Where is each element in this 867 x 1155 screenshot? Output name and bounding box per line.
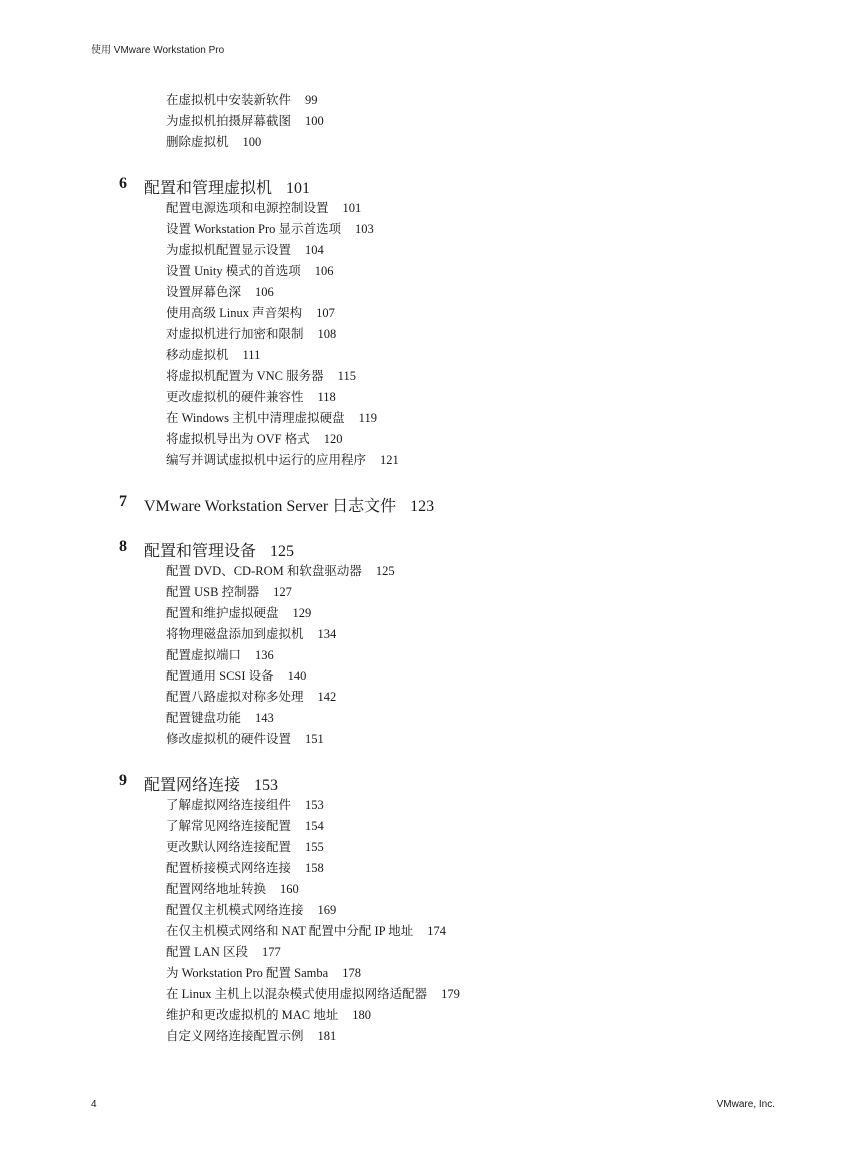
- toc-entry-title: 了解虚拟网络连接组件: [166, 798, 292, 812]
- toc-entry-page: 158: [305, 861, 324, 875]
- toc-entry[interactable]: [166, 584, 292, 600]
- toc-entry[interactable]: [166, 860, 324, 876]
- toc-entry-title: 配置 LAN 区段: [166, 945, 248, 959]
- toc-entry[interactable]: [166, 347, 260, 363]
- toc-entry-title: 配置键盘功能: [166, 711, 242, 725]
- chapter-number: 8: [119, 538, 127, 555]
- toc-entry[interactable]: [166, 221, 374, 237]
- toc-entry-title: 自定义网络连接配置示例: [166, 1029, 304, 1043]
- chapter-title-text: VMware Workstation Server 日志文件: [144, 498, 397, 515]
- running-header: 使用 VMware Workstation Pro: [91, 45, 225, 56]
- toc-entry-title: 设置 Unity 模式的首选项: [166, 264, 301, 278]
- toc-entry-title: 对虚拟机进行加密和限制: [166, 327, 304, 341]
- toc-entry[interactable]: [166, 305, 335, 321]
- toc-entry-title: 配置通用 SCSI 设备: [166, 669, 274, 683]
- toc-entry-page: 134: [317, 627, 337, 641]
- toc-entry-title: 设置屏幕色深: [166, 285, 242, 299]
- toc-entry[interactable]: [166, 923, 446, 939]
- toc-entry-page: 115: [337, 369, 356, 383]
- toc-entry-page: 169: [317, 903, 337, 917]
- chapter-number: 7: [119, 493, 127, 510]
- toc-entry-title: 在 Windows 主机中清理虚拟硬盘: [166, 411, 345, 425]
- toc-entry-page: 181: [317, 1029, 337, 1043]
- toc-entry-page: 129: [292, 606, 312, 620]
- toc-entry-page: 127: [273, 585, 292, 599]
- toc-entry-title: 将虚拟机配置为 VNC 服务器: [166, 369, 324, 383]
- toc-entry-title: 在虚拟机中安装新软件: [166, 93, 292, 107]
- toc-entry-page: 174: [427, 924, 446, 938]
- toc-entry-page: 99: [305, 93, 318, 107]
- toc-entry-title: 在 Linux 主机上以混杂模式使用虚拟网络适配器: [166, 987, 428, 1001]
- chapter-page-number: 101: [286, 180, 311, 197]
- chapter-title: [144, 538, 294, 561]
- chapter-page-number: 153: [254, 777, 279, 794]
- toc-entry[interactable]: [166, 263, 333, 279]
- toc-entry-page: 106: [314, 264, 334, 278]
- toc-entry[interactable]: [166, 731, 324, 747]
- toc-entry[interactable]: [166, 389, 336, 405]
- toc-entry[interactable]: [166, 668, 306, 684]
- toc-entry-title: 设置 Workstation Pro 显示首选项: [166, 222, 342, 236]
- toc-entry-page: 106: [255, 285, 274, 299]
- toc-entry[interactable]: [166, 689, 336, 705]
- toc-entry[interactable]: [166, 284, 274, 300]
- toc-entry-title: 为虚拟机配置显示设置: [166, 243, 292, 257]
- toc-entry[interactable]: [166, 818, 324, 834]
- toc-entry[interactable]: [166, 326, 336, 342]
- toc-entry[interactable]: [166, 431, 343, 447]
- toc-entry-title: 配置 USB 控制器: [166, 585, 260, 599]
- toc-entry-title: 为虚拟机拍摄屏幕截图: [166, 114, 292, 128]
- toc-entry[interactable]: [166, 902, 336, 918]
- toc-entry-title: 维护和更改虚拟机的 MAC 地址: [166, 1008, 339, 1022]
- toc-entry-title: 使用高级 Linux 声音架构: [166, 306, 303, 320]
- toc-entry-page: 125: [375, 564, 395, 578]
- toc-entry[interactable]: [166, 134, 261, 150]
- toc-entry-page: 103: [355, 222, 374, 236]
- chapter-title: [144, 175, 310, 198]
- toc-entry-page: 143: [255, 711, 274, 725]
- toc-entry-page: 120: [323, 432, 343, 446]
- chapter-title: [144, 493, 434, 516]
- toc-entry[interactable]: [166, 113, 324, 129]
- toc-entry[interactable]: [166, 647, 274, 663]
- toc-entry-title: 移动虚拟机: [166, 348, 229, 362]
- toc-entry[interactable]: [166, 605, 311, 621]
- toc-entry-title: 编写并调试虚拟机中运行的应用程序: [166, 453, 367, 467]
- toc-entry-page: 178: [342, 966, 361, 980]
- toc-entry[interactable]: [166, 881, 299, 897]
- chapter-title-text: 配置网络连接: [144, 777, 241, 794]
- toc-entry-title: 配置网络地址转换: [166, 882, 267, 896]
- toc-entry-title: 将物理磁盘添加到虚拟机: [166, 627, 304, 641]
- toc-entry[interactable]: [166, 797, 324, 813]
- toc-entry-page: 160: [280, 882, 299, 896]
- toc-entry[interactable]: [166, 242, 324, 258]
- toc-entry-title: 删除虚拟机: [166, 135, 229, 149]
- toc-entry-page: 179: [441, 987, 460, 1001]
- chapter-number: 6: [119, 175, 127, 192]
- toc-entry-page: 119: [358, 411, 377, 425]
- toc-entry-page: 104: [305, 243, 324, 257]
- toc-entry-title: 更改默认网络连接配置: [166, 840, 292, 854]
- toc-entry[interactable]: [166, 965, 361, 981]
- toc-entry[interactable]: [166, 839, 324, 855]
- toc-entry-title: 更改虚拟机的硬件兼容性: [166, 390, 304, 404]
- toc-entry-page: 155: [305, 840, 324, 854]
- toc-entry-page: 111: [242, 348, 261, 362]
- toc-entry-title: 配置 DVD、CD-ROM 和软盘驱动器: [166, 564, 362, 578]
- toc-entry-page: 101: [342, 201, 362, 215]
- toc-entry[interactable]: [166, 710, 274, 726]
- toc-entry-page: 180: [352, 1008, 371, 1022]
- toc-entry-title: 修改虚拟机的硬件设置: [166, 732, 292, 746]
- page-number: 4: [91, 1099, 97, 1110]
- toc-entry-title: 将虚拟机导出为 OVF 格式: [166, 432, 310, 446]
- toc-entry-title: 配置仅主机模式网络连接: [166, 903, 304, 917]
- toc-entry[interactable]: [166, 986, 460, 1002]
- toc-entry[interactable]: [166, 200, 361, 216]
- chapter-title: [144, 772, 278, 795]
- chapter-number: 9: [119, 772, 127, 789]
- toc-entry-page: 121: [380, 453, 399, 467]
- chapter-page-number: 123: [410, 498, 435, 515]
- toc-entry-page: 154: [305, 819, 324, 833]
- toc-entry-title: 了解常见网络连接配置: [166, 819, 292, 833]
- toc-entry-page: 153: [305, 798, 324, 812]
- toc-entry-page: 151: [305, 732, 324, 746]
- toc-entry-page: 100: [305, 114, 324, 128]
- toc-entry-page: 136: [255, 648, 274, 662]
- toc-entry-page: 107: [316, 306, 335, 320]
- chapter-title-text: 配置和管理虚拟机: [144, 180, 273, 197]
- toc-entry[interactable]: [166, 452, 399, 468]
- toc-entry-title: 为 Workstation Pro 配置 Samba: [166, 966, 329, 980]
- toc-entry[interactable]: [166, 1028, 336, 1044]
- toc-entry[interactable]: [166, 1007, 371, 1023]
- toc-entry[interactable]: [166, 944, 281, 960]
- toc-entry[interactable]: [166, 92, 318, 108]
- chapter-title-text: 配置和管理设备: [144, 543, 257, 560]
- toc-entry-title: 在仅主机模式网络和 NAT 配置中分配 IP 地址: [166, 924, 414, 938]
- toc-entry-page: 118: [317, 390, 336, 404]
- toc-entry-title: 配置和维护虚拟硬盘: [166, 606, 279, 620]
- toc-entry-title: 配置电源选项和电源控制设置: [166, 201, 329, 215]
- toc-entry[interactable]: [166, 563, 395, 579]
- toc-entry[interactable]: [166, 626, 336, 642]
- toc-entry-title: 配置桥接模式网络连接: [166, 861, 292, 875]
- footer-company: VMware, Inc.: [716, 1099, 775, 1110]
- toc-entry-page: 177: [261, 945, 281, 959]
- toc-entry-page: 142: [317, 690, 337, 704]
- toc-entry-title: 配置八路虚拟对称多处理: [166, 690, 304, 704]
- toc-entry-page: 140: [287, 669, 307, 683]
- toc-entry-title: 配置虚拟端口: [166, 648, 242, 662]
- toc-entry-page: 108: [317, 327, 337, 341]
- chapter-page-number: 125: [270, 543, 295, 560]
- toc-entry[interactable]: [166, 410, 377, 426]
- toc-entry-page: 100: [242, 135, 262, 149]
- toc-entry[interactable]: [166, 368, 356, 384]
